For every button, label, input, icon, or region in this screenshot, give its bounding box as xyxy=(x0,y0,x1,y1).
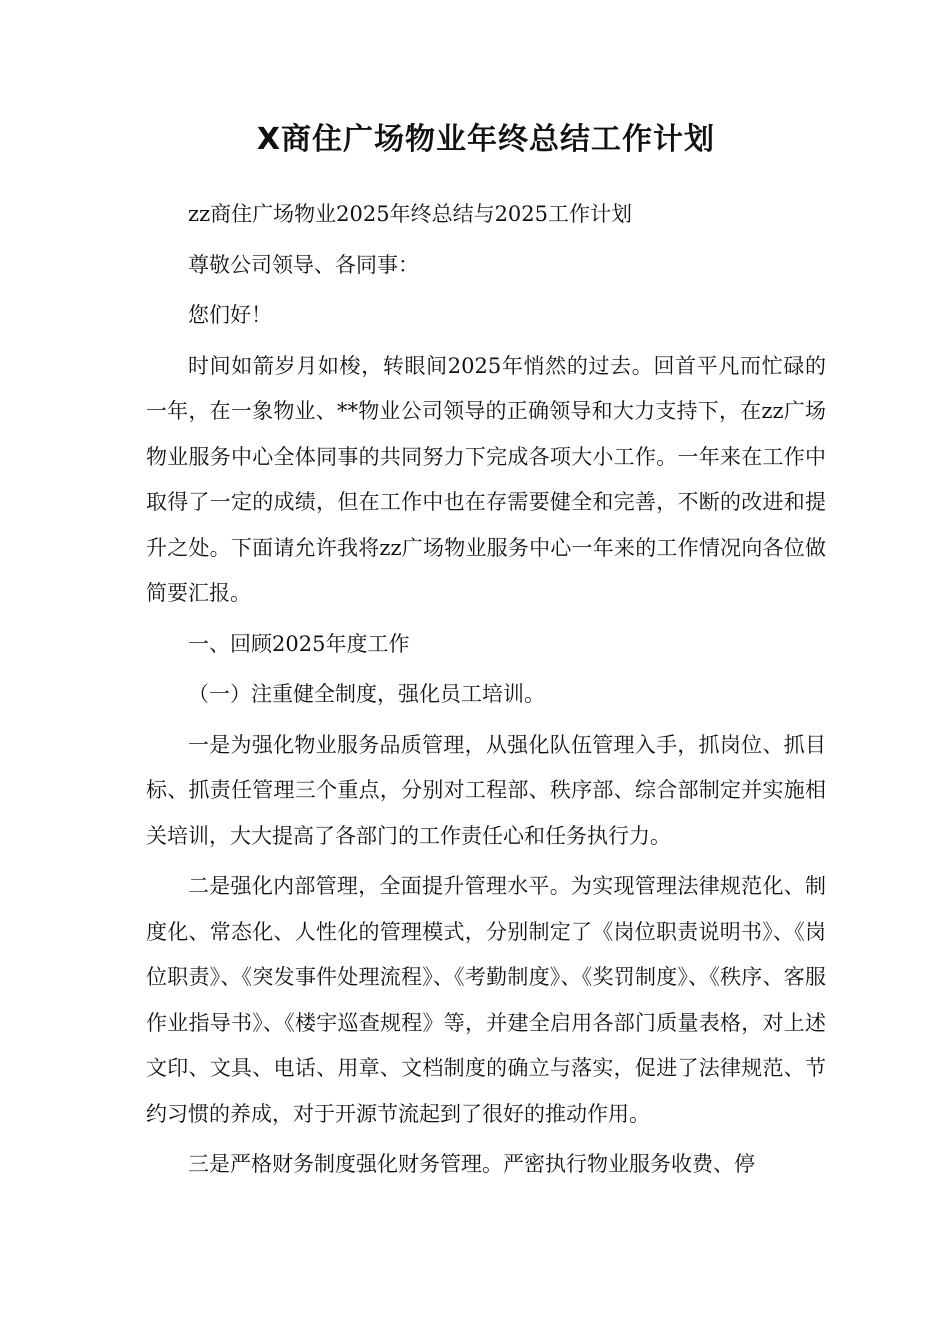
body-paragraph: 三是严格财务制度强化财务管理。严密执行物业服务收费、停 xyxy=(188,1152,755,1176)
body-paragraph: 一是为强化物业服务品质管理，从强化队伍管理入手，抓岗位、抓目标、抓责任管理三个重点，分别对工程部、秩序部、综合部制定并实施相关培训，大大提高了各部门的工作责任心和任务执行力。 xyxy=(146,732,826,848)
document-title: X商住广场物业年终总结工作计划 xyxy=(256,122,716,157)
section-heading: 一、回顾2025年度工作 xyxy=(188,631,410,656)
intro-paragraph: 时间如箭岁月如梭，转眼间2025年悄然的过去。回首平凡而忙碌的一年，在一象物业、**物业公司领导的正确领导和大力支持下，在zz广场物业服务中心全体同事的共同努力下完成各项大小工作。一年来在工作中取得了一定的成绩，但在工作中也在存需要健全和完善，不断的改进和提升之处。下面请允许我将zz广场物业服务中心一年来的工作情况向各位做简要汇报。 xyxy=(146,353,826,605)
greeting-paragraph: 您们好！ xyxy=(188,303,272,327)
salutation-paragraph: 尊敬公司领导、各同事： xyxy=(188,252,419,277)
document-body xyxy=(146,112,826,1188)
subsection-heading: （一）注重健全制度，强化员工培训。 xyxy=(188,682,545,706)
subtitle-paragraph: zz商住广场物业2025年终总结与2025工作计划 xyxy=(188,202,633,226)
body-paragraph: 二是强化内部管理，全面提升管理水平。为实现管理法律规范化、制度化、常态化、人性化的管理模式，分别制定了《岗位职责说明书》、《岗位职责》、《突发事件处理流程》、《考勤制度》、《奖罚制度》、《秩序、客服作业指导书》、《楼宇巡查规程》等，并建全启用各部门质量表格，对上述文印、文具、电话、用章、文档制度的确立与落实，促进了法律规范、节约习惯的养成，对于开源节流起到了很好的推动作用。 xyxy=(146,874,826,1126)
